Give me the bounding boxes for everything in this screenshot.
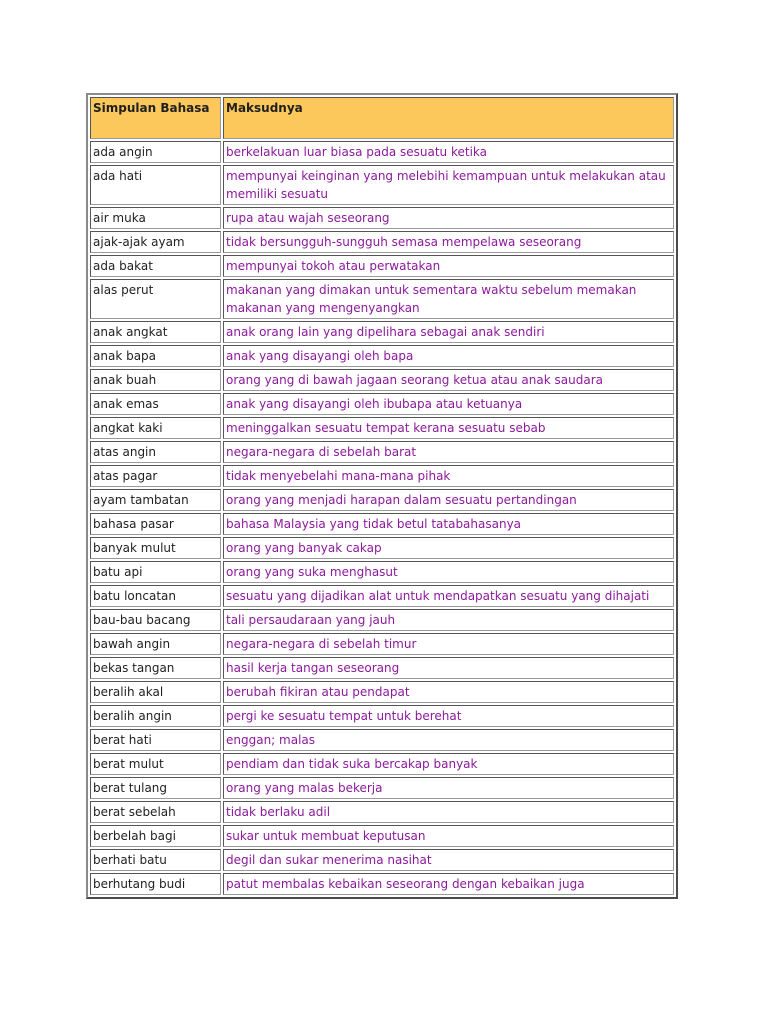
idiom-meaning: enggan; malas [223, 729, 674, 751]
table-row [90, 849, 674, 871]
idiom-meaning: sukar untuk membuat keputusan [223, 825, 674, 847]
table-row [90, 825, 674, 847]
idiom-term: batu loncatan [90, 585, 221, 607]
idiom-term: berhati batu [90, 849, 221, 871]
idiom-term: berbelah bagi [90, 825, 221, 847]
idiom-term: atas pagar [90, 465, 221, 487]
idiom-term: berhutang budi [90, 873, 221, 895]
idiom-term: ada hati [90, 165, 221, 205]
table-row [90, 369, 674, 391]
idiom-term: berat mulut [90, 753, 221, 775]
idiom-meaning: orang yang di bawah jagaan seorang ketua atau anak saudara [223, 369, 674, 391]
idiom-meaning: rupa atau wajah seseorang [223, 207, 674, 229]
idiom-meaning: berkelakuan luar biasa pada sesuatu ketika [223, 141, 674, 163]
table-row [90, 321, 674, 343]
idiom-meaning: orang yang suka menghasut [223, 561, 674, 583]
idiom-term: alas perut [90, 279, 221, 319]
idiom-term: anak buah [90, 369, 221, 391]
table-row [90, 279, 674, 319]
table-row [90, 465, 674, 487]
idiom-table-body [90, 97, 674, 895]
table-row [90, 537, 674, 559]
idiom-meaning: patut membalas kebaikan seseorang dengan kebaikan juga [223, 873, 674, 895]
idiom-term: bahasa pasar [90, 513, 221, 535]
idiom-term: berat hati [90, 729, 221, 751]
idiom-table [86, 93, 678, 899]
header-meaning: Maksudnya [223, 97, 674, 139]
table-row [90, 585, 674, 607]
idiom-term: beralih angin [90, 705, 221, 727]
table-row [90, 231, 674, 253]
table-row [90, 513, 674, 535]
idiom-meaning: makanan yang dimakan untuk sementara waktu sebelum memakan makanan yang mengenyangkan [223, 279, 674, 319]
idiom-term: anak angkat [90, 321, 221, 343]
table-row [90, 417, 674, 439]
idiom-meaning: bahasa Malaysia yang tidak betul tatabahasanya [223, 513, 674, 535]
idiom-meaning: negara-negara di sebelah barat [223, 441, 674, 463]
table-row [90, 207, 674, 229]
idiom-meaning: degil dan sukar menerima nasihat [223, 849, 674, 871]
idiom-meaning: sesuatu yang dijadikan alat untuk mendapatkan sesuatu yang dihajati [223, 585, 674, 607]
idiom-term: ayam tambatan [90, 489, 221, 511]
idiom-term: bekas tangan [90, 657, 221, 679]
idiom-meaning: tidak bersungguh-sungguh semasa mempelawa seseorang [223, 231, 674, 253]
table-row [90, 753, 674, 775]
idiom-meaning: tidak berlaku adil [223, 801, 674, 823]
idiom-meaning: meninggalkan sesuatu tempat kerana sesuatu sebab [223, 417, 674, 439]
idiom-meaning: pendiam dan tidak suka bercakap banyak [223, 753, 674, 775]
idiom-term: anak emas [90, 393, 221, 415]
idiom-term: atas angin [90, 441, 221, 463]
idiom-term: bau-bau bacang [90, 609, 221, 631]
idiom-meaning: orang yang banyak cakap [223, 537, 674, 559]
table-row [90, 657, 674, 679]
idiom-meaning: anak yang disayangi oleh ibubapa atau ketuanya [223, 393, 674, 415]
idiom-term: anak bapa [90, 345, 221, 367]
table-row [90, 873, 674, 895]
idiom-term: banyak mulut [90, 537, 221, 559]
table-row [90, 705, 674, 727]
table-row [90, 255, 674, 277]
idiom-meaning: tidak menyebelahi mana-mana pihak [223, 465, 674, 487]
idiom-term: berat sebelah [90, 801, 221, 823]
idiom-meaning: tali persaudaraan yang jauh [223, 609, 674, 631]
idiom-meaning: anak orang lain yang dipelihara sebagai anak sendiri [223, 321, 674, 343]
idiom-meaning: anak yang disayangi oleh bapa [223, 345, 674, 367]
idiom-meaning: negara-negara di sebelah timur [223, 633, 674, 655]
table-row [90, 801, 674, 823]
table-row [90, 489, 674, 511]
idiom-term: berat tulang [90, 777, 221, 799]
idiom-meaning: hasil kerja tangan seseorang [223, 657, 674, 679]
idiom-meaning: pergi ke sesuatu tempat untuk berehat [223, 705, 674, 727]
idiom-meaning: orang yang malas bekerja [223, 777, 674, 799]
table-row [90, 345, 674, 367]
idiom-term: angkat kaki [90, 417, 221, 439]
idiom-term: ajak-ajak ayam [90, 231, 221, 253]
table-row [90, 141, 674, 163]
idiom-meaning: mempunyai tokoh atau perwatakan [223, 255, 674, 277]
idiom-term: batu api [90, 561, 221, 583]
table-row [90, 777, 674, 799]
idiom-term: bawah angin [90, 633, 221, 655]
idiom-term: beralih akal [90, 681, 221, 703]
header-term: Simpulan Bahasa [90, 97, 221, 139]
table-header-row [90, 97, 674, 139]
table-row [90, 393, 674, 415]
idiom-meaning: berubah fikiran atau pendapat [223, 681, 674, 703]
table-row [90, 165, 674, 205]
table-row [90, 729, 674, 751]
table-row [90, 561, 674, 583]
idiom-term: ada bakat [90, 255, 221, 277]
table-row [90, 609, 674, 631]
table-row [90, 681, 674, 703]
table-row [90, 441, 674, 463]
idiom-meaning: mempunyai keinginan yang melebihi kemampuan untuk melakukan atau memiliki sesuatu [223, 165, 674, 205]
idiom-meaning: orang yang menjadi harapan dalam sesuatu pertandingan [223, 489, 674, 511]
table-row [90, 633, 674, 655]
idiom-term: air muka [90, 207, 221, 229]
idiom-term: ada angin [90, 141, 221, 163]
